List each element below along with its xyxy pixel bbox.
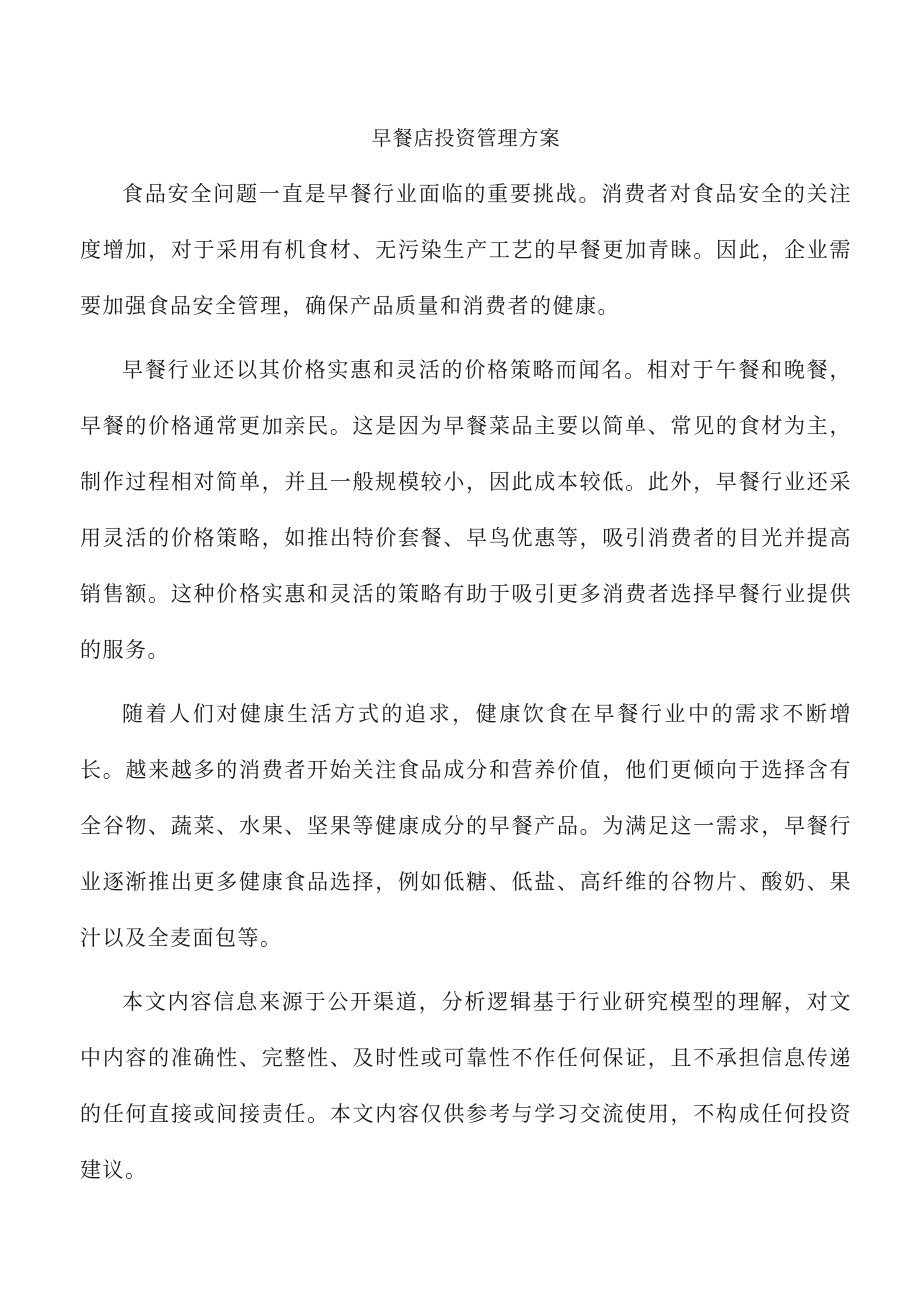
paragraph-healthy-diet: 随着人们对健康生活方式的追求，健康饮食在早餐行业中的需求不断增长。越来越多的消费者开始关注食品成分和营养价值，他们更倾向于选择含有全谷物、蔬菜、水果、坚果等健康成分的早餐产品。为满足这一需求，早餐行业逐渐推出更多健康食品选择，例如低糖、低盐、高纤维的谷物片、酸奶、果汁以及全麦面包等。: [80, 702, 852, 950]
paragraph-food-safety: 食品安全问题一直是早餐行业面临的重要挑战。消费者对食品安全的关注度增加，对于采用有机食材、无污染生产工艺的早餐更加青睐。因此，企业需要加强食品安全管理，确保产品质量和消费者的健康。: [80, 182, 852, 318]
document-title: 早餐店投资管理方案: [371, 126, 561, 150]
paragraph-disclaimer: 本文内容信息来源于公开渠道，分析逻辑基于行业研究模型的理解，对文中内容的准确性、完整性、及时性或可靠性不作任何保证，且不承担信息传递的任何直接或间接责任。本文内容仅供参考与学习交流使用，不构成任何投资建议。: [80, 990, 852, 1182]
paragraph-pricing: 早餐行业还以其价格实惠和灵活的价格策略而闻名。相对于午餐和晚餐，早餐的价格通常更加亲民。这是因为早餐菜品主要以简单、常见的食材为主，制作过程相对简单，并且一般规模较小，因此成本较低。此外，早餐行业还采用灵活的价格策略，如推出特价套餐、早鸟优惠等，吸引消费者的目光并提高销售额。这种价格实惠和灵活的策略有助于吸引更多消费者选择早餐行业提供的服务。: [80, 358, 852, 662]
